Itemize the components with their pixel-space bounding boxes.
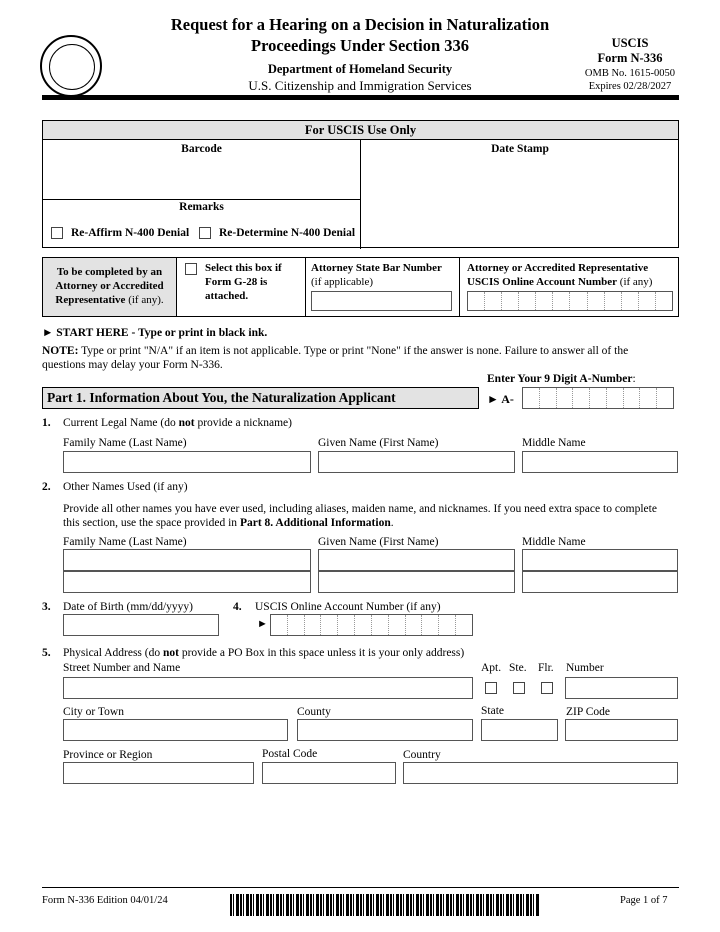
a-number-prefix: ► A-	[487, 392, 514, 406]
q1-given-input[interactable]	[318, 451, 515, 473]
q2-given-label: Given Name (First Name)	[318, 536, 439, 548]
q3-label: Date of Birth (mm/dd/yyyy)	[63, 601, 193, 613]
redetermine-label: Re-Determine N-400 Denial	[219, 227, 356, 239]
ste-label: Ste.	[509, 662, 527, 674]
province-label: Province or Region	[63, 749, 153, 761]
apt-label: Apt.	[481, 662, 502, 674]
header-rule	[42, 95, 679, 100]
zip-input[interactable]	[565, 719, 678, 741]
q1-middle-label: Middle Name	[522, 437, 586, 449]
q2-label: Other Names Used (if any)	[63, 481, 188, 493]
page-barcode	[230, 894, 540, 916]
note-text: NOTE: Type or print "N/A" if an item is not applicable. Type or print "None" if the answer is none. Failure to answer all of the questions may delay your Form N-336.	[42, 345, 629, 371]
g28-label: Select this box if Form G-28 is attached.	[205, 262, 282, 302]
zip-label: ZIP Code	[566, 706, 610, 718]
city-label: City or Town	[63, 706, 124, 718]
part1-title: Part 1. Information About You, the Naturalization Applicant	[47, 390, 396, 405]
remarks-label: Remarks	[179, 201, 224, 213]
part1-header	[42, 387, 479, 409]
q1-middle-input[interactable]	[522, 451, 678, 473]
q1-family-label: Family Name (Last Name)	[63, 437, 187, 449]
q1-given-label: Given Name (First Name)	[318, 437, 439, 449]
flr-label: Flr.	[538, 662, 554, 674]
q2-given-input-1[interactable]	[318, 549, 515, 571]
province-input[interactable]	[63, 762, 254, 784]
q1-label: Current Legal Name (do not provide a nickname)	[63, 417, 292, 429]
g28-checkbox[interactable]	[185, 263, 197, 275]
agency-name: U.S. Citizenship and Immigration Services	[248, 78, 472, 93]
start-here: ► START HERE - Type or print in black ink.	[42, 327, 268, 339]
footer-page: Page 1 of 7	[620, 895, 668, 906]
q1-number: 1.	[42, 417, 51, 429]
q2-family-input-2[interactable]	[63, 571, 311, 593]
q4-number: 4.	[233, 601, 242, 613]
date-stamp-label: Date Stamp	[491, 143, 549, 155]
attorney-box	[42, 257, 679, 317]
q4-label: USCIS Online Account Number (if any)	[255, 601, 441, 613]
reaffirm-checkbox[interactable]	[51, 227, 63, 239]
a-number-label: Enter Your 9 Digit A-Number:	[487, 373, 636, 385]
ste-checkbox[interactable]	[513, 682, 525, 694]
attorney-account-label: Attorney or Accredited Representative USCIS Online Account Number (if any)	[467, 262, 653, 288]
postal-input[interactable]	[262, 762, 396, 784]
apt-checkbox[interactable]	[485, 682, 497, 694]
country-input[interactable]	[403, 762, 678, 784]
q5-number: 5.	[42, 647, 51, 659]
city-input[interactable]	[63, 719, 288, 741]
bar-number-input[interactable]	[311, 291, 452, 311]
q3-number: 3.	[42, 601, 51, 613]
unit-number-label: Number	[566, 662, 604, 674]
q2-number: 2.	[42, 481, 51, 493]
street-input[interactable]	[63, 677, 473, 699]
q2-middle-label: Middle Name	[522, 536, 586, 548]
barcode-label: Barcode	[181, 143, 222, 155]
county-input[interactable]	[297, 719, 473, 741]
a-number-input[interactable]	[522, 387, 674, 409]
uscis-account-input[interactable]	[270, 614, 473, 636]
uscis-use-box	[42, 120, 679, 248]
q2-middle-input-2[interactable]	[522, 571, 678, 593]
attorney-account-input[interactable]	[467, 291, 673, 311]
footer-rule	[42, 887, 679, 888]
department-name: Department of Homeland Security	[267, 62, 453, 76]
state-select[interactable]	[481, 719, 558, 741]
street-label: Street Number and Name	[63, 662, 181, 674]
dhs-seal-icon	[40, 35, 102, 97]
q2-given-input-2[interactable]	[318, 571, 515, 593]
postal-label: Postal Code	[262, 748, 318, 760]
flr-checkbox[interactable]	[541, 682, 553, 694]
q2-help: Provide all other names you have ever used, including aliases, maiden name, and nicknames. If you need extra space to complete this section, use the space provided in Part 8. Additional Information.	[63, 503, 657, 529]
state-label: State	[481, 705, 504, 717]
attorney-completed-by: To be completed by an Attorney or Accredited Representative (if any).	[55, 266, 164, 306]
uscis-box-title: For USCIS Use Only	[43, 121, 678, 140]
q5-label: Physical Address (do not provide a PO Box in this space unless it is your only address)	[63, 647, 465, 659]
form-identifier: USCIS Form N-336	[597, 36, 663, 65]
county-label: County	[297, 706, 331, 718]
q2-middle-input-1[interactable]	[522, 549, 678, 571]
footer-edition: Form N-336 Edition 04/01/24	[42, 895, 168, 906]
form-title: Request for a Hearing on a Decision in Naturalization Proceedings Under Section 336	[170, 15, 550, 55]
country-label: Country	[403, 749, 441, 761]
q2-family-input-1[interactable]	[63, 549, 311, 571]
redetermine-checkbox[interactable]	[199, 227, 211, 239]
bar-number-label: Attorney State Bar Number (if applicable)	[311, 262, 442, 288]
reaffirm-label: Re-Affirm N-400 Denial	[71, 227, 190, 239]
dob-input[interactable]	[63, 614, 219, 636]
q2-family-label: Family Name (Last Name)	[63, 536, 187, 548]
omb-info: OMB No. 1615-0050 Expires 02/28/2027	[584, 68, 676, 92]
unit-number-input[interactable]	[565, 677, 678, 699]
q1-family-input[interactable]	[63, 451, 311, 473]
q4-arrow-icon: ►	[257, 618, 268, 630]
